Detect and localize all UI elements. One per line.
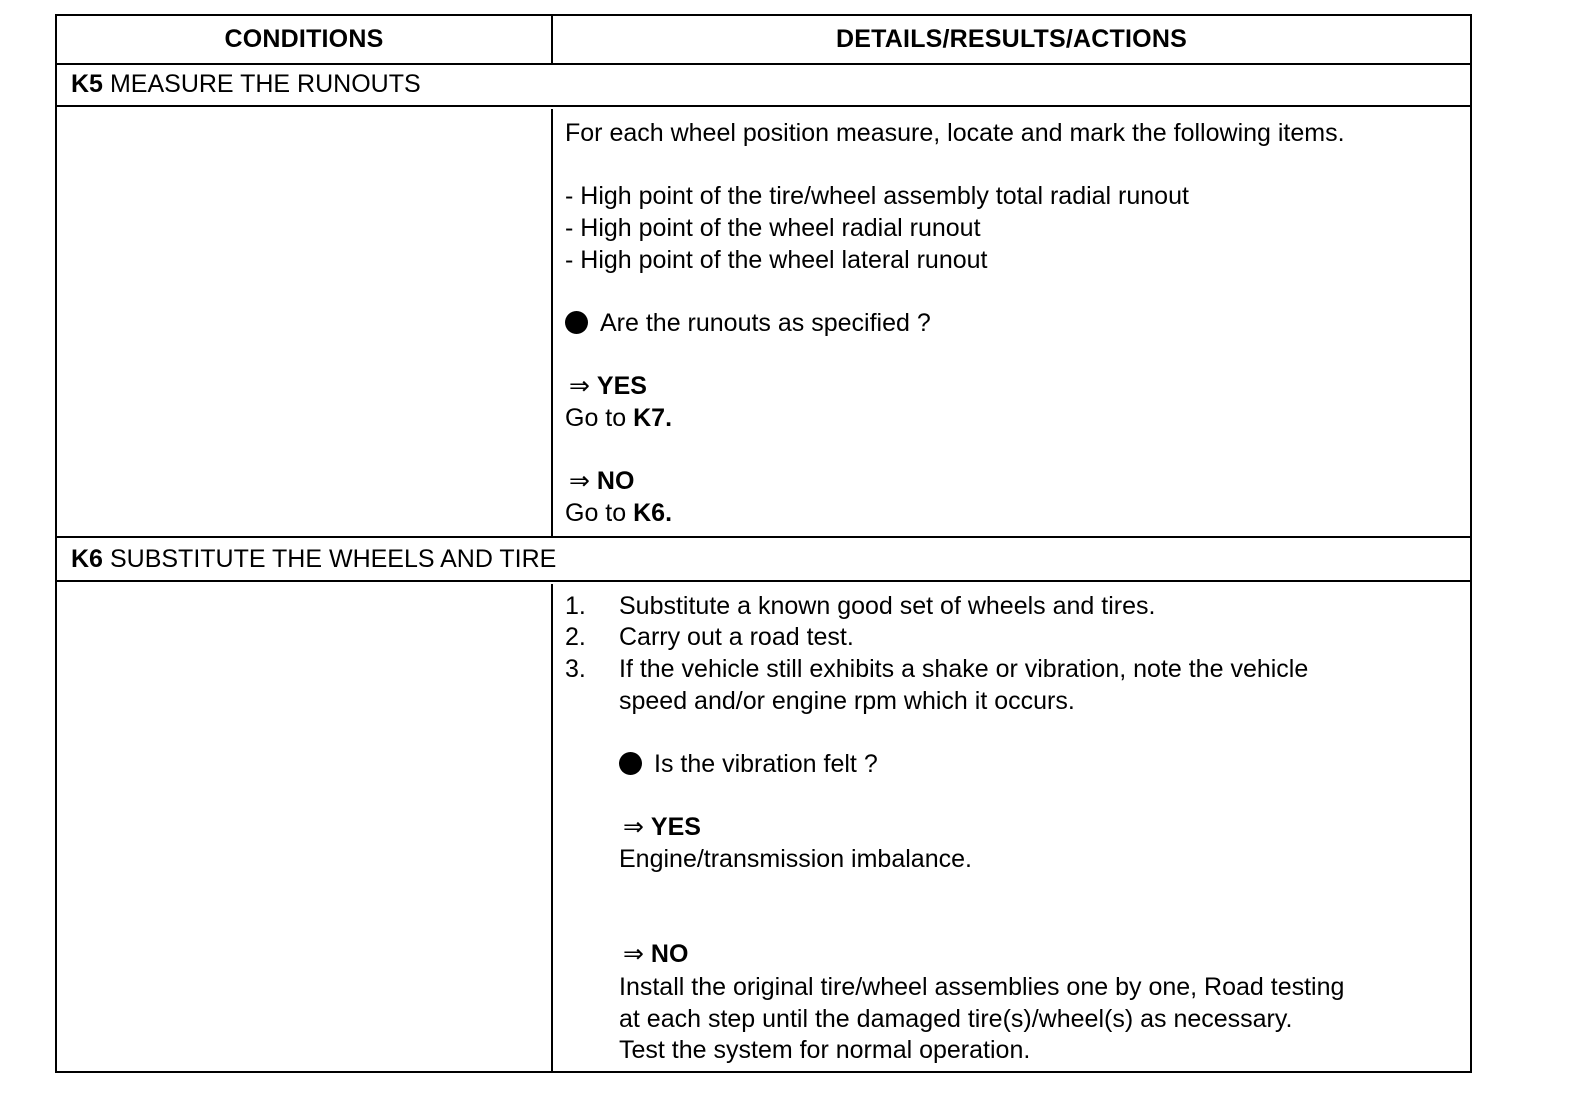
action-text: Go to <box>565 404 627 432</box>
k6-no-result <box>623 938 688 970</box>
column-divider <box>551 16 553 63</box>
question-text: Is the vibration felt ? <box>654 750 878 778</box>
k5-yes-result <box>569 370 647 402</box>
step-number: 2. <box>565 623 586 651</box>
question-text: Are the runouts as specified ? <box>600 309 931 337</box>
section-k5-heading <box>57 63 1470 107</box>
list-item: - High point of the wheel lateral runout <box>565 246 988 274</box>
action-target: K7. <box>633 404 673 432</box>
diagnostic-table <box>55 14 1472 1073</box>
table-header <box>57 16 1470 65</box>
step-number: 1. <box>565 592 586 620</box>
section-k6-heading <box>57 538 1470 582</box>
section-code: K6 <box>71 544 103 573</box>
yes-label: YES <box>650 813 701 841</box>
list-item: - High point of the tire/wheel assembly total radial runout <box>565 182 1189 210</box>
k6-no-action-line: Test the system for normal operation. <box>619 1036 1031 1064</box>
action-text: Go to <box>565 499 627 527</box>
step-text: Substitute a known good set of wheels and tires. <box>619 592 1156 620</box>
conditions-header: CONDITIONS <box>224 25 384 53</box>
section-title: MEASURE THE RUNOUTS <box>109 69 421 98</box>
arrow-icon: ⇒ <box>569 372 590 400</box>
k5-question <box>565 307 931 339</box>
arrow-icon: ⇒ <box>569 467 590 495</box>
details-header: DETAILS/RESULTS/ACTIONS <box>836 25 1187 53</box>
k6-no-action-line: at each step until the damaged tire(s)/wheel(s) as necessary. <box>619 1005 1293 1033</box>
column-divider <box>551 584 553 1073</box>
bullet-icon <box>619 752 642 775</box>
k6-yes-action: Engine/transmission imbalance. <box>619 845 972 873</box>
action-target: K6. <box>633 499 673 527</box>
no-label: NO <box>596 467 635 495</box>
k6-question <box>619 748 878 780</box>
step-text: Carry out a road test. <box>619 623 854 651</box>
step-number: 3. <box>565 655 586 683</box>
arrow-icon: ⇒ <box>623 940 644 968</box>
column-divider <box>551 109 553 536</box>
list-item: - High point of the wheel radial runout <box>565 214 981 242</box>
k5-yes-action <box>565 402 672 434</box>
k5-intro: For each wheel position measure, locate and mark the following items. <box>565 119 1345 147</box>
step-text: If the vehicle still exhibits a shake or vibration, note the vehicle <box>619 655 1309 683</box>
arrow-icon: ⇒ <box>623 813 644 841</box>
k6-yes-result <box>623 811 701 843</box>
k6-no-action-line: Install the original tire/wheel assemblies one by one, Road testing <box>619 973 1345 1001</box>
k5-no-action <box>565 497 672 529</box>
bullet-icon <box>565 311 588 334</box>
k5-no-result <box>569 465 634 497</box>
no-label: NO <box>650 940 689 968</box>
section-code: K5 <box>71 69 103 98</box>
yes-label: YES <box>596 372 647 400</box>
step-text: speed and/or engine rpm which it occurs. <box>619 687 1075 715</box>
section-title: SUBSTITUTE THE WHEELS AND TIRE <box>109 544 557 573</box>
